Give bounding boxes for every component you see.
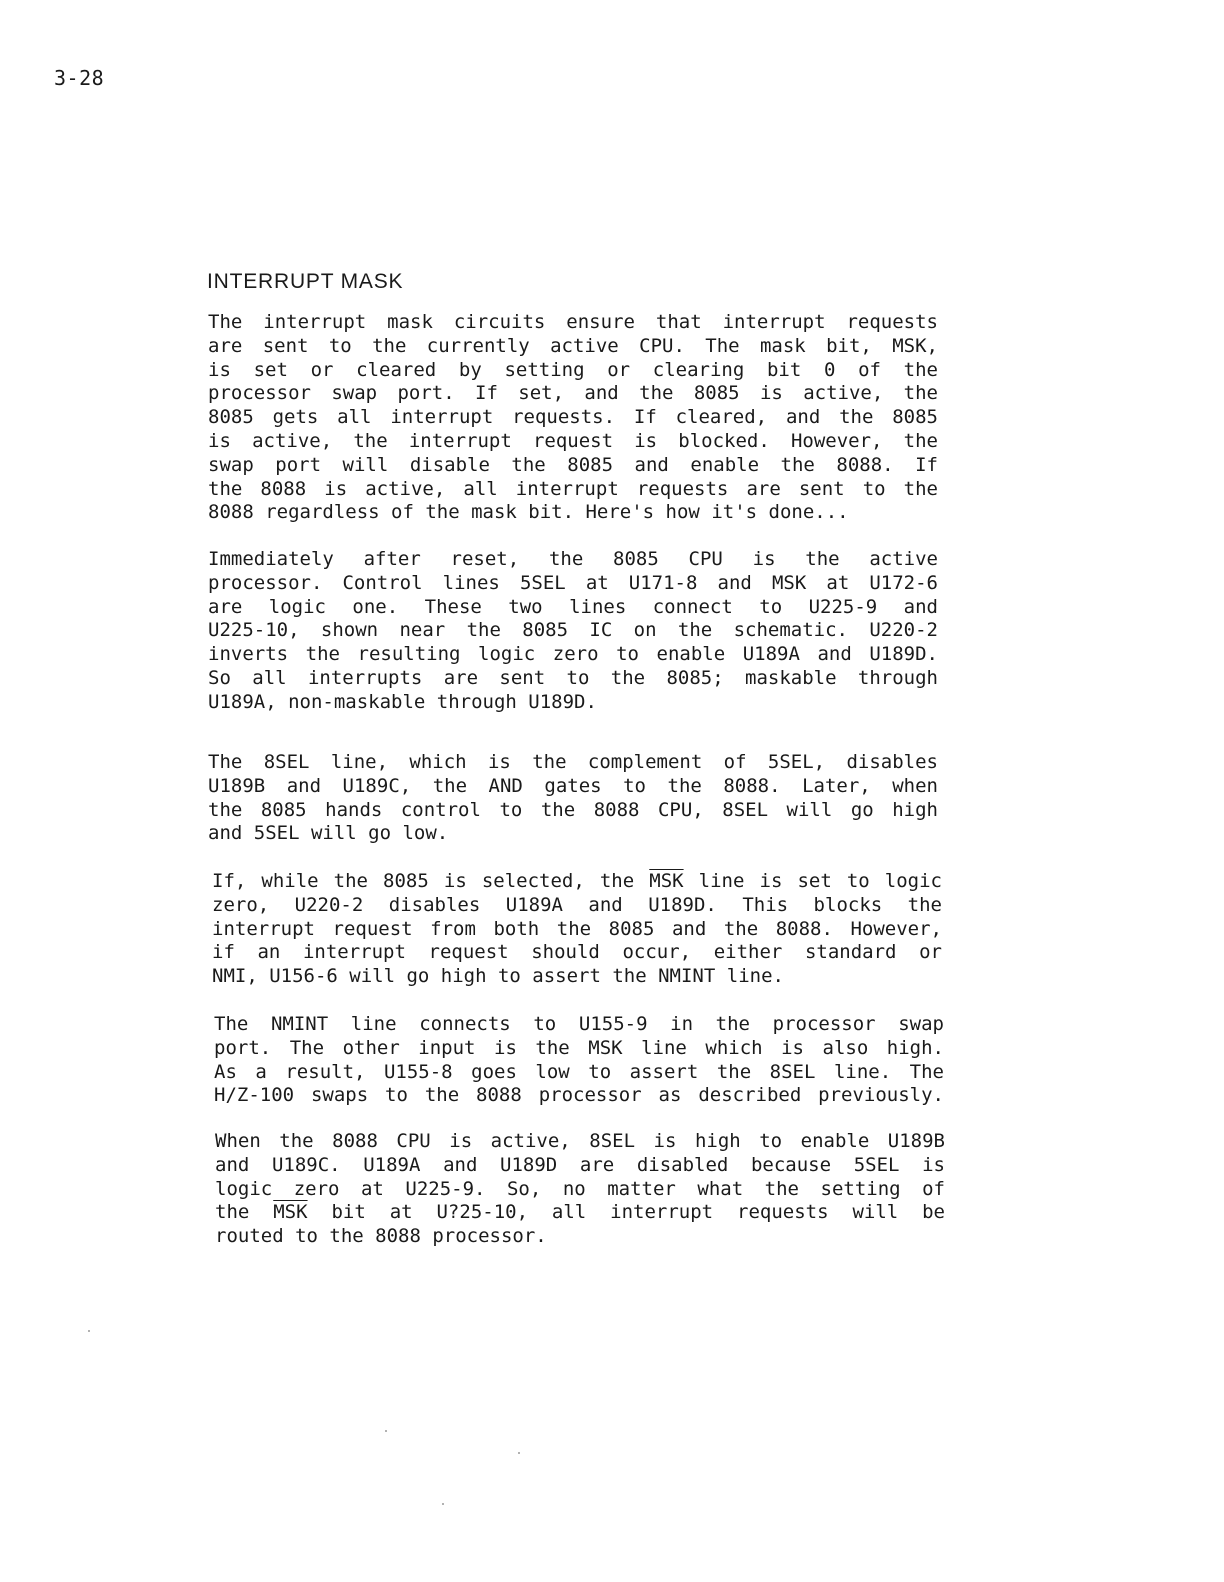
scan-speck [518,1452,520,1454]
text-line: routed to the 8088 processor. [215,1225,547,1248]
scan-speck [442,1503,444,1505]
paragraph-4 [212,870,942,989]
text-line: The NMINT line connects to U155-9 in the processor swap [214,1013,944,1035]
scan-speck [385,1430,387,1432]
text-line: are sent to the currently active CPU. The mask bit, MSK, [208,334,938,357]
text-line: the 8088 is active, all interrupt requests are sent to the [208,477,938,500]
text-line: The 8SEL line, which is the complement of 5SEL, disables [208,751,938,773]
text-line: 8085 gets all interrupt requests. If cleared, and the 8085 [208,406,938,429]
text-line: processor swap port. If set, and the 8085 is active, the [208,382,938,405]
text-line: and 5SEL will go low. [208,822,449,845]
text-line: are logic one. These two lines connect to U225-9 and [208,595,938,618]
text-fragment: the [215,1201,274,1224]
text-line: U189B and U189C, the AND gates to the 8088. Later, when [208,774,938,797]
text-line: As a result, U155-8 goes low to assert the 8SEL line. The [214,1060,944,1083]
text-line: U189A, non-maskable through U189D. [208,690,597,713]
text-line: if an interrupt request should occur, either standard or [212,941,942,964]
msk-overline-signal: $\overline{MSK}$ [273,1201,308,1224]
text-line: NMI, U156-6 will go high to assert the NMINT line. [212,965,784,988]
text-line: processor. Control lines 5SEL at U171-8 and MSK at U172-6 [208,571,938,594]
text-line: zero, U220-2 disables U189A and U189D. This blocks the [212,893,942,916]
text-line: is set or cleared by setting or clearing bit 0 of the [208,358,938,381]
paragraph-3 [208,751,938,846]
text-line: So all interrupts are sent to the 8085; maskable through [208,666,938,689]
page-number: 3-28 [54,66,105,90]
paragraph-6 [215,1130,945,1249]
scan-speck [88,1330,90,1332]
text-line: port. The other input is the MSK line which is also high. [214,1036,944,1059]
text-line: interrupt request from both the 8085 and the 8088. However, [212,917,942,940]
text-fragment: If, while the 8085 is selected, the [212,870,650,892]
paragraph-5 [214,1013,944,1108]
paragraph-1 [208,311,938,525]
text-line: swap port will disable the 8085 and enable the 8088. If [208,453,938,476]
text-line: When the 8088 CPU is active, 8SEL is high to enable U189B [215,1130,945,1152]
paragraph-2 [208,548,938,715]
text-fragment: line is set to logic [683,870,942,892]
text-line: inverts the resulting logic zero to enable U189A and U189D. [208,643,938,666]
text-line: is active, the interrupt request is blocked. However, the [208,429,938,452]
text-line [212,870,942,894]
text-line: 8088 regardless of the mask bit. Here's how it's done... [208,501,849,524]
text-line [215,1201,945,1225]
text-line: the 8085 hands control to the 8088 CPU, 8SEL will go high [208,798,938,821]
section-title: INTERRUPT MASK [207,270,404,293]
text-line: Immediately after reset, the 8085 CPU is the active [208,548,938,570]
msk-overline-signal: $\overline{MSK}$ [649,870,684,892]
text-line: The interrupt mask circuits ensure that interrupt requests [208,311,938,333]
text-fragment: bit at U?25-10, all interrupt requests will be [307,1201,945,1224]
text-line: U225-10, shown near the 8085 IC on the schematic. U220-2 [208,619,938,642]
text-line: H/Z-100 swaps to the 8088 processor as described previously. [214,1084,944,1107]
text-line: and U189C. U189A and U189D are disabled because 5SEL is [215,1153,945,1176]
text-line: logic zero at U225-9. So, no matter what the setting of [215,1177,945,1200]
